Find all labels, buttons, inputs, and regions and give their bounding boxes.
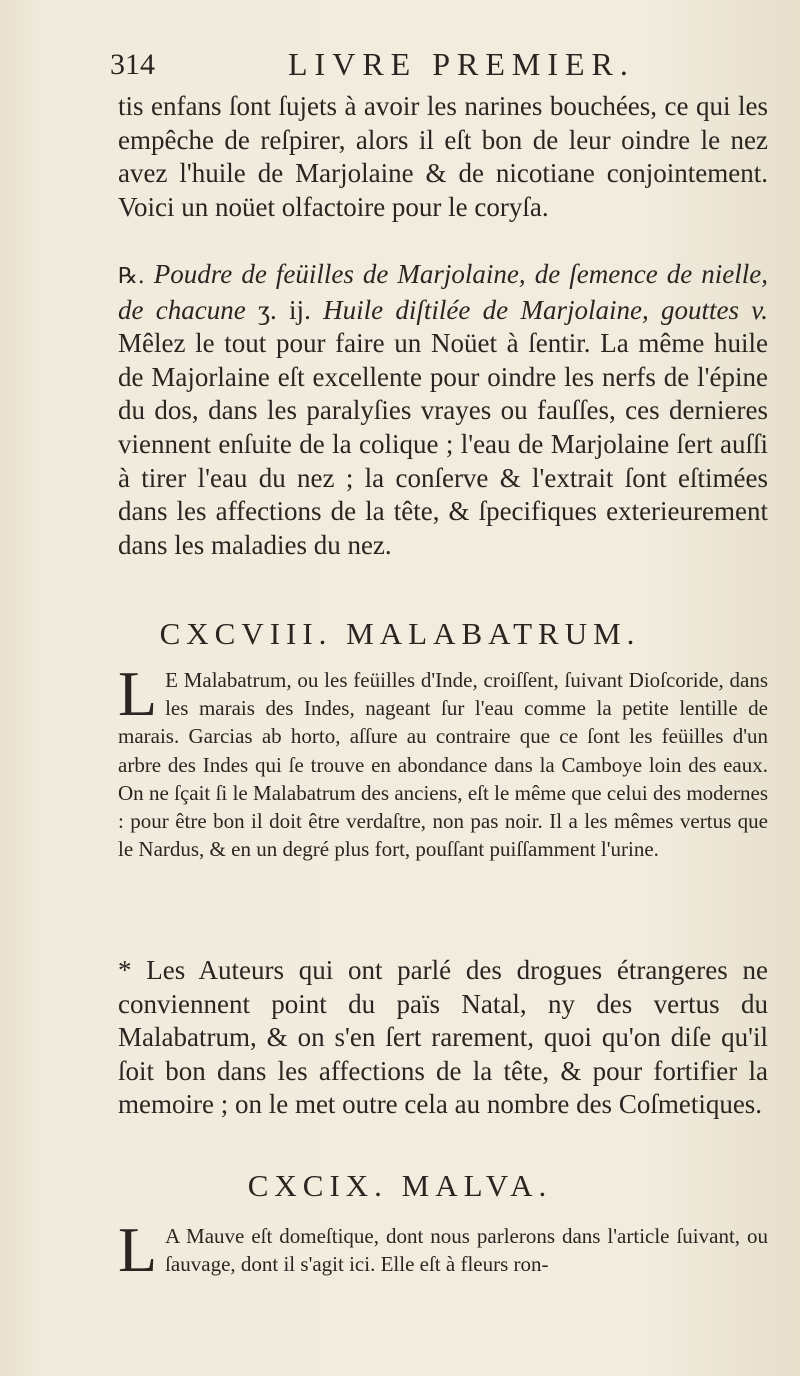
- recipe-oil: Huile diſtilée de Marjolaine, gouttes v.: [323, 294, 769, 325]
- page-number: 314: [110, 48, 155, 81]
- recipe-dose: ʒ. ij.: [258, 294, 311, 325]
- section-heading-malva: CXCIX. MALVA.: [247, 1168, 553, 1203]
- running-title: LIVRE PREMIER.: [288, 46, 635, 82]
- section-malabatrum-body: [118, 658, 768, 863]
- recipe-ingredients: Poudre de feüilles de Marjolaine, de ſemence de nielle, de chacune: [118, 259, 769, 325]
- note-paragraph: [118, 954, 768, 1122]
- paragraph-2-text: Mêlez le tout pour faire un Noüet à ſentir. La même huile de Majorlaine eſt excellente pour oindre les nerfs de l'épine du dos, dans les paralyſies vrayes ou fauſſes, ces dernieres viennent enſuite de la colique ; l'eau de Marjolaine ſert auſſi à tirer l'eau du nez ; la conſerve & l'extrait ſont eſtimées dans les affections de la tête, & ſpecifiques exterieurement dans les maladies du nez.: [118, 328, 768, 560]
- section-malabatrum-text: E Malabatrum, ou les feüilles d'Inde, croiſſent, ſuivant Dioſcoride, dans les marais des Indes, nageant ſur l'eau comme la petite lentille de marais. Garcias ab horto, aſſure au contraire que ce ſont les feüilles d'un arbre des Indes qui ſe trouve en abondance dans la Camboye loin des eaux. On ne ſçait ſi le Malabatrum des anciens, eſt le même que celui des modernes : pour être bon il doit être verdaſtre, non pas noir. Il a les mêmes vertus que le Nardus, & en un degré plus fort, pouſſant puiſſamment l'urine.: [118, 668, 768, 862]
- paragraph-1-text: tis enfans ſont ſujets à avoir les narines bouchées, ce qui les empêche de reſpirer, alors il eſt bon de leur oindre le nez avez l'huile de Marjolaine & de nicotiane conjointement. Voici un noüet olfactoire pour le coryſa.: [118, 91, 768, 222]
- section-heading-malabatrum: CXCVIII. MALABATRUM.: [159, 616, 641, 651]
- paragraph-1: [118, 90, 768, 224]
- note-text: * Les Auteurs qui ont parlé des drogues étrangeres ne conviennent point du païs Natal, ny des vertus du Malabatrum, & on s'en ſert rarement, quoi qu'on diſe qu'il ſoit bon dans les affections de la tête, & pour fortifier la memoire ; on le met outre cela au nombre des Coſmetiques.: [118, 955, 768, 1120]
- paragraph-2: [118, 258, 768, 562]
- recipe-symbol: ℞.: [118, 264, 145, 289]
- section-malva-text: A Mauve eſt domeſtique, dont nous parlerons dans l'article ſuivant, ou ſauvage, dont il s'agit ici. Elle eſt à fleurs ron-: [165, 1224, 768, 1277]
- drop-cap: L: [118, 658, 158, 729]
- page-header: [110, 42, 670, 90]
- drop-cap: L: [118, 1214, 158, 1285]
- section-malva-body: [118, 1214, 768, 1285]
